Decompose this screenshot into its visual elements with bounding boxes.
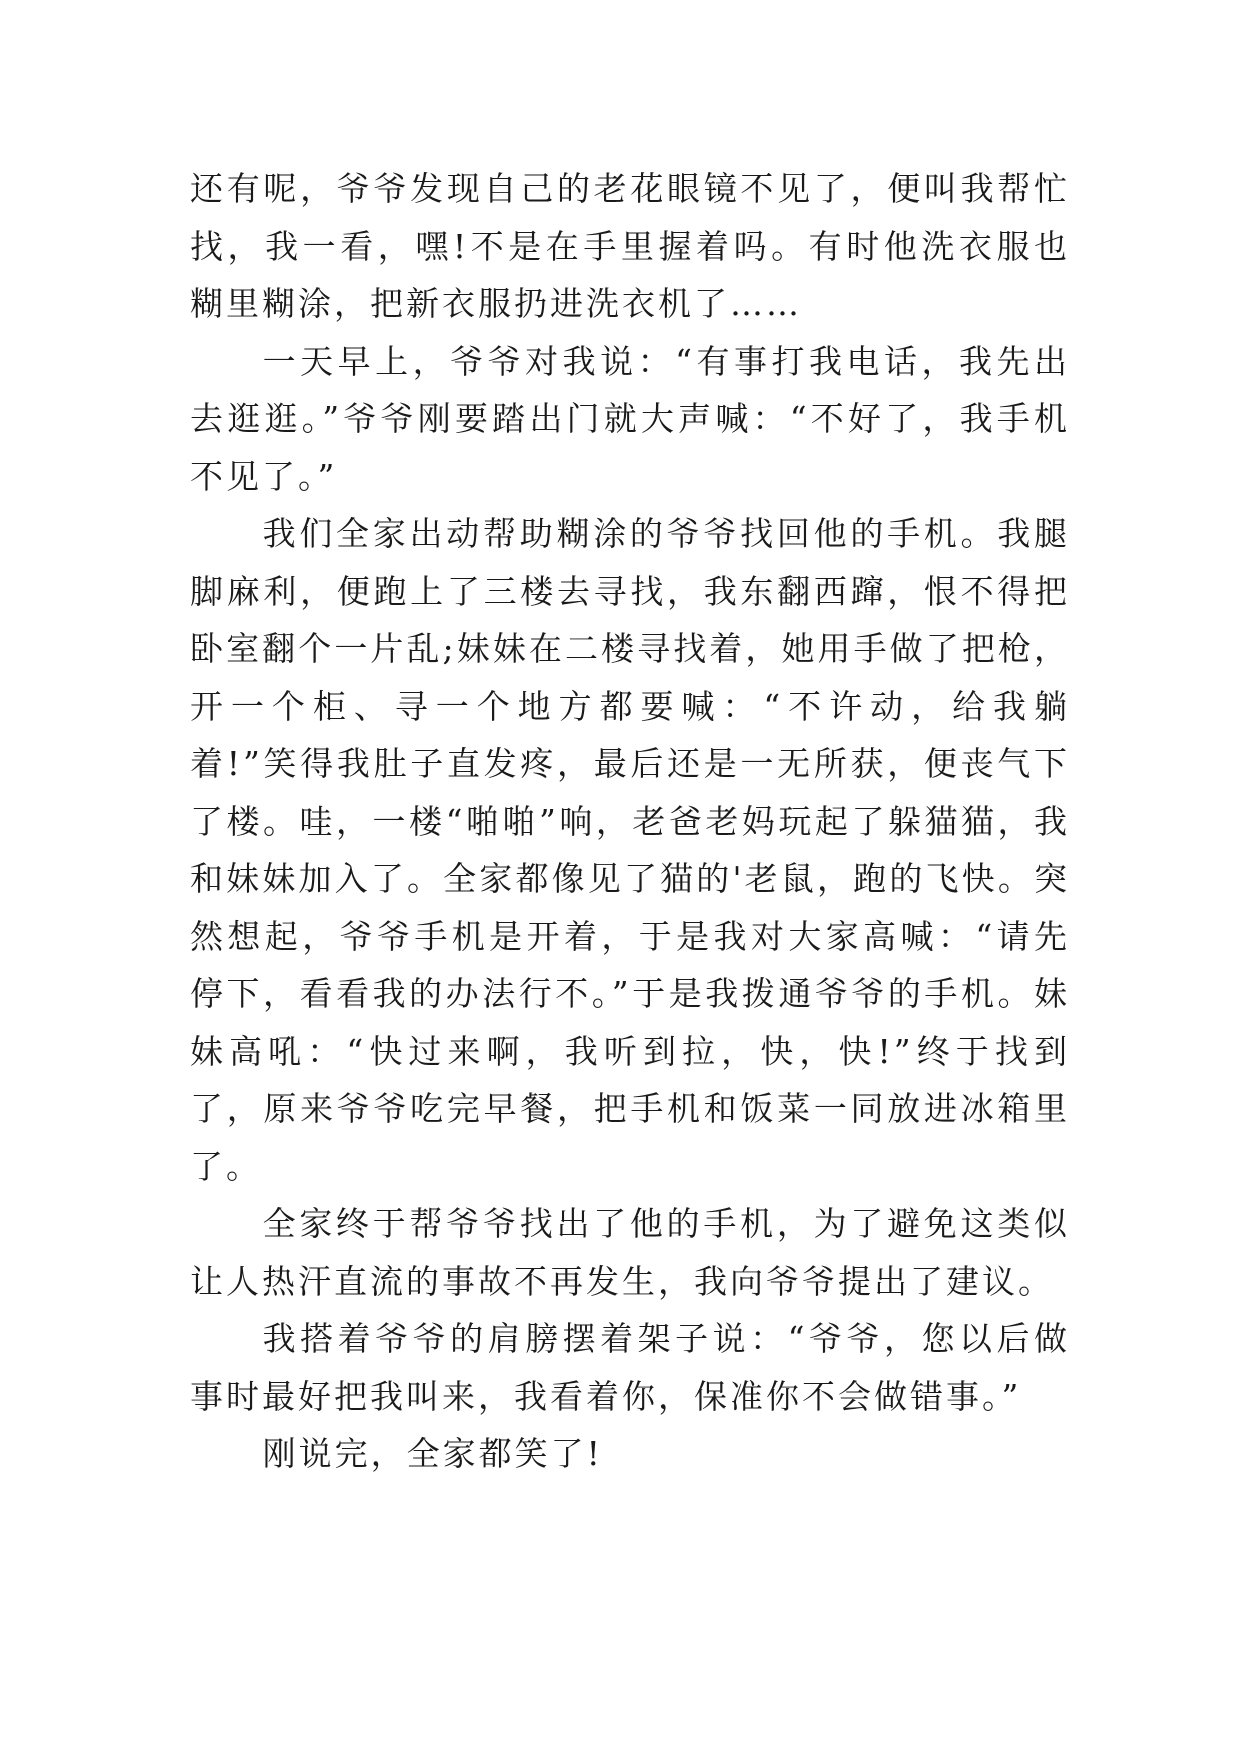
document-body: [190, 160, 1070, 1483]
paragraph-3: 我们全家出动帮助糊涂的爷爷找回他的手机。我腿脚麻利，便跑上了三楼去寻找，我东翻西蹿，恨不得把卧室翻个一片乱;妹妹在二楼寻找着，她用手做了把枪，开一个柜、寻一个地方都要喊：“不许动，给我躺着!”笑得我肚子直发疼，最后还是一无所获，便丧气下了楼。哇，一楼“啪啪”响，老爸老妈玩起了躲猫猫，我和妹妹加入了。全家都像见了猫的'老鼠，跑的飞快。突然想起，爷爷手机是开着，于是我对大家高喊：“请先停下，看看我的办法行不。”于是我拨通爷爷的手机。妹妹高吼：“快过来啊，我听到拉，快，快!”终于找到了，原来爷爷吃完早餐，把手机和饭菜一同放进冰箱里了。: [190, 514, 1070, 1186]
paragraph-6: 刚说完，全家都笑了!: [262, 1434, 603, 1473]
paragraph-5: 我搭着爷爷的肩膀摆着架子说：“爷爷，您以后做事时最好把我叫来，我看着你，保准你不会做错事。”: [190, 1319, 1070, 1416]
paragraph-1: 还有呢，爷爷发现自己的老花眼镜不见了，便叫我帮忙找，我一看，嘿!不是在手里握着吗。有时他洗衣服也糊里糊涂，把新衣服扔进洗衣机了……: [190, 169, 1070, 323]
paragraph-2: 一天早上，爷爷对我说：“有事打我电话，我先出去逛逛。”爷爷刚要踏出门就大声喊：“不好了，我手机不见了。”: [190, 341, 1070, 496]
paragraph-4: 全家终于帮爷爷找出了他的手机，为了避免这类似让人热汗直流的事故不再发生，我向爷爷提出了建议。: [190, 1204, 1070, 1301]
